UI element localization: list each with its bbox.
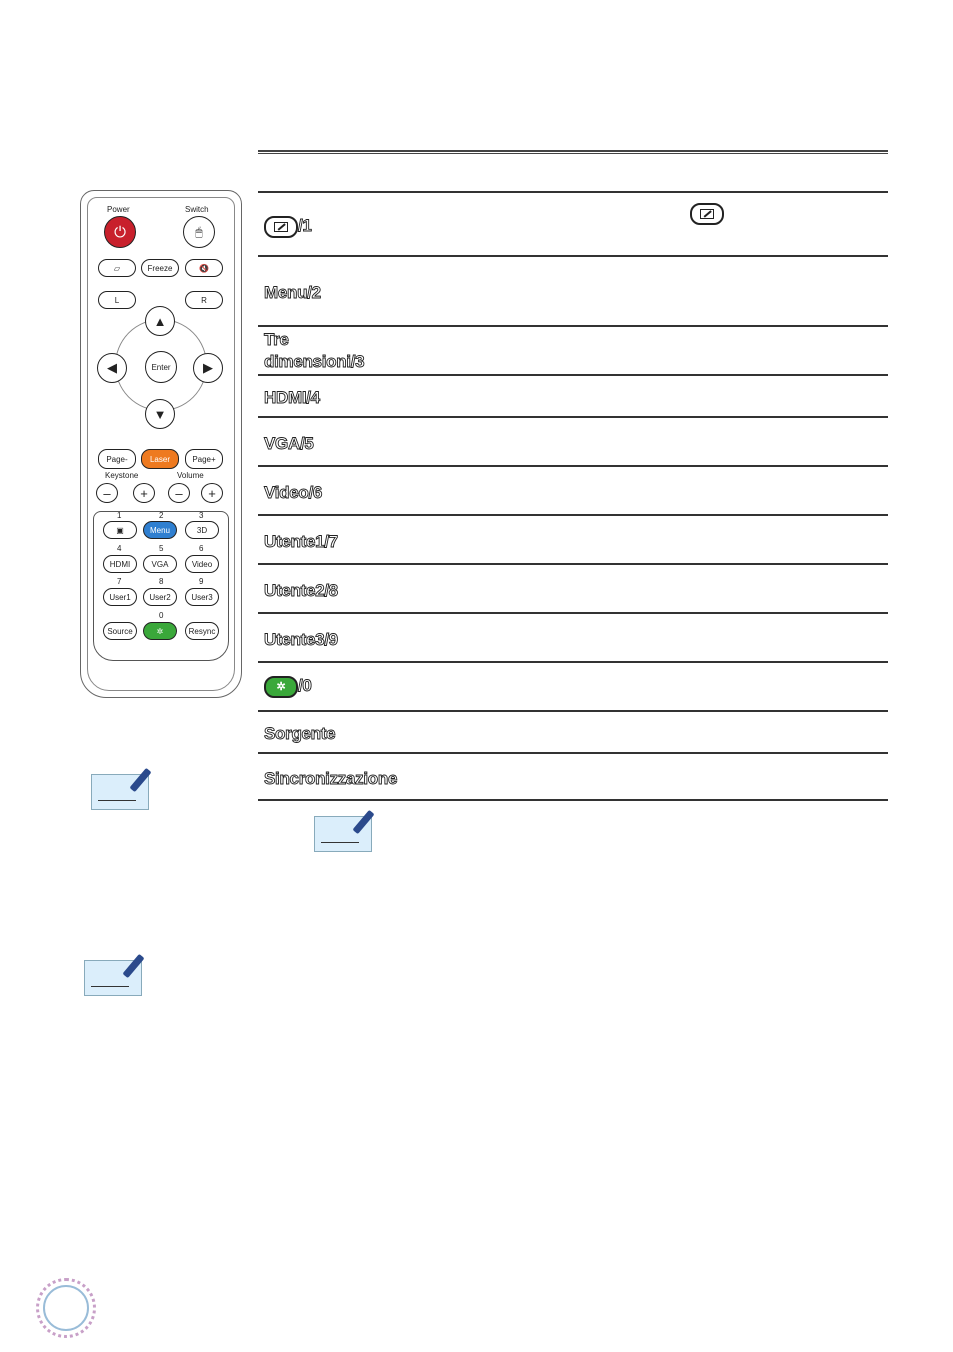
- row-label-3a: Tre: [264, 330, 289, 349]
- num-6-label: 6: [199, 544, 204, 553]
- keystone-plus-icon: +: [133, 483, 155, 503]
- hdmi-button: HDMI: [103, 555, 137, 573]
- note-pencil-icon: [91, 774, 149, 810]
- remote-control-illustration: [80, 190, 242, 698]
- num-0-label: 0: [159, 611, 164, 620]
- aspect-icon: ▣: [103, 521, 137, 539]
- power-label: Power: [107, 205, 130, 214]
- num-8-label: 8: [159, 577, 164, 586]
- mouse-icon: 🖱: [183, 216, 215, 248]
- user2-button: User2: [143, 588, 177, 606]
- l-button: L: [98, 291, 136, 309]
- arrow-left-icon: ◀: [97, 353, 127, 383]
- table-row: [258, 376, 888, 418]
- row-label-3b: dimensioni/3: [264, 352, 365, 371]
- row-label-6: Video/6: [264, 483, 323, 502]
- row-label-7: Utente1/7: [264, 532, 338, 551]
- row-label-4: HDMI/4: [264, 388, 320, 407]
- num-5-label: 5: [159, 544, 164, 553]
- note-pencil-icon: [84, 960, 142, 996]
- volume-minus-icon: –: [168, 483, 190, 503]
- num-2-label: 2: [159, 511, 164, 520]
- arrow-down-icon: ▼: [145, 399, 175, 429]
- page-number-badge: [36, 1278, 96, 1338]
- enter-button: Enter: [145, 351, 177, 383]
- resync-button: Resync: [185, 622, 219, 640]
- row-label-8: Utente2/8: [264, 581, 338, 600]
- table-row: [258, 754, 888, 801]
- row-label-1: /1: [298, 216, 312, 235]
- table-row: [258, 327, 888, 376]
- vga-button: VGA: [143, 555, 177, 573]
- arrow-up-icon: ▲: [145, 306, 175, 336]
- page-plus-button: Page+: [185, 449, 223, 469]
- mute-icon: 🔇: [185, 259, 223, 277]
- aspect-ratio-icon: [690, 203, 724, 225]
- keystone-label: Keystone: [105, 471, 139, 480]
- num-1-label: 1: [117, 511, 122, 520]
- num-7-label: 7: [117, 577, 122, 586]
- menu-button: Menu: [143, 521, 177, 539]
- user3-button: User3: [185, 588, 219, 606]
- brightness-icon: ✲: [264, 676, 298, 698]
- keystone-minus-icon: –: [96, 483, 118, 503]
- num-3-label: 3: [199, 511, 204, 520]
- 3d-button: 3D: [185, 521, 219, 539]
- header-rule: [258, 150, 888, 154]
- table-row: [258, 516, 888, 565]
- row-label-2: Menu/2: [264, 283, 321, 302]
- arrow-right-icon: ▶: [193, 353, 223, 383]
- page-minus-button: Page-: [98, 449, 136, 469]
- row-label-5: VGA/5: [264, 434, 314, 453]
- blank-screen-icon: ▱: [98, 259, 136, 277]
- volume-plus-icon: +: [201, 483, 223, 503]
- row-label-9: Utente3/9: [264, 630, 338, 649]
- video-button: Video: [185, 555, 219, 573]
- note-pencil-icon: [314, 816, 372, 852]
- table-row: [258, 712, 888, 754]
- table-row: [258, 418, 888, 467]
- num-4-label: 4: [117, 544, 122, 553]
- brightness-icon: ✲: [143, 622, 177, 640]
- table-row: [258, 257, 888, 327]
- table-row: [258, 191, 888, 257]
- user1-button: User1: [103, 588, 137, 606]
- freeze-button: Freeze: [141, 259, 179, 277]
- table-row: [258, 565, 888, 614]
- power-icon: ⏻: [104, 216, 136, 248]
- table-row: [258, 663, 888, 712]
- source-button: Source: [103, 622, 137, 640]
- r-button: R: [185, 291, 223, 309]
- row-label-11: Sorgente: [264, 724, 336, 743]
- table-row: [258, 614, 888, 663]
- aspect-ratio-icon: [264, 216, 298, 238]
- volume-label: Volume: [177, 471, 204, 480]
- switch-label: Switch: [185, 205, 209, 214]
- laser-button: Laser: [141, 449, 179, 469]
- table-row: [258, 467, 888, 516]
- num-9-label: 9: [199, 577, 204, 586]
- row-label-10: /0: [298, 676, 312, 695]
- row-label-12: Sincronizzazione: [264, 769, 398, 788]
